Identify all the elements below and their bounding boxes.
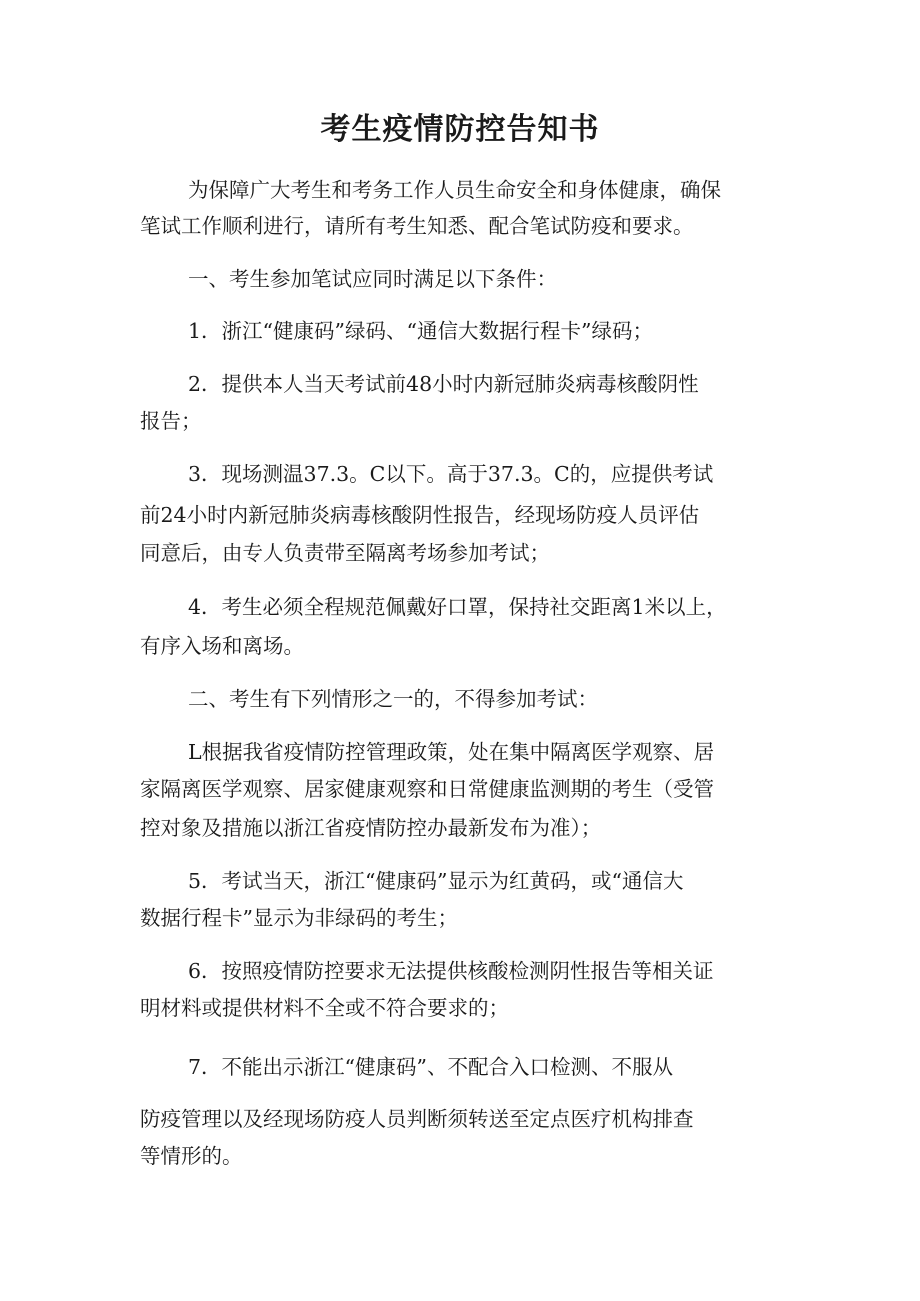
condition-3-line-3: 同意后，由专人负责带至隔离考场参加考试； bbox=[140, 541, 550, 565]
condition-3-line-2: 前24小时内新冠肺炎病毒核酸阴性报告，经现场防疫人员评估 bbox=[140, 503, 700, 527]
exclusion-6-line-1: 6．按照疫情防控要求无法提供核酸检测阴性报告等相关证 bbox=[188, 959, 714, 983]
section-two-heading: 二、考生有下列情形之一的，不得参加考试： bbox=[188, 687, 598, 711]
exclusion-7-line-1: 7．不能出示浙江“健康码”、不配合入口检测、不服从 bbox=[188, 1055, 674, 1079]
exclusion-7-line-3: 等情形的。 bbox=[140, 1144, 243, 1168]
paragraph-intro-line-2: 笔试工作顺利进行，请所有考生知悉、配合笔试防疫和要求。 bbox=[140, 214, 694, 238]
condition-1-line-1: 1．浙江“健康码”绿码、“通信大数据行程卡”绿码； bbox=[188, 319, 653, 343]
exclusion-1-line-1: L根据我省疫情防控管理政策，处在集中隔离医学观察、居 bbox=[188, 740, 715, 764]
condition-3-line-1: 3．现场测温37.3。C以下。高于37.3。C的，应提供考试 bbox=[188, 462, 714, 486]
condition-4-line-1: 4．考生必须全程规范佩戴好口罩，保持社交距离1米以上， bbox=[188, 595, 727, 619]
document-title: 考生疫情防控告知书 bbox=[320, 112, 600, 147]
exclusion-7-line-2: 防疫管理以及经现场防疫人员判断须转送至定点医疗机构排查 bbox=[140, 1107, 694, 1131]
condition-2-line-2: 报告； bbox=[140, 409, 202, 433]
section-one-heading: 一、考生参加笔试应同时满足以下条件： bbox=[188, 267, 557, 291]
condition-4-line-2: 有序入场和离场。 bbox=[140, 634, 304, 658]
condition-2-line-1: 2．提供本人当天考试前48小时内新冠肺炎病毒核酸阴性 bbox=[188, 372, 699, 396]
exclusion-1-line-2: 家隔离医学观察、居家健康观察和日常健康监测期的考生（受管 bbox=[140, 777, 714, 801]
exclusion-6-line-2: 明材料或提供材料不全或不符合要求的； bbox=[140, 996, 509, 1020]
exclusion-1-line-3: 控对象及措施以浙江省疫情防控办最新发布为准）； bbox=[140, 816, 602, 840]
exclusion-5-line-1: 5．考试当天，浙江“健康码”显示为红黄码，或“通信大 bbox=[188, 869, 684, 893]
exclusion-5-line-2: 数据行程卡”显示为非绿码的考生； bbox=[140, 906, 458, 930]
paragraph-intro-line-1: 为保障广大考生和考务工作人员生命安全和身体健康，确保 bbox=[188, 178, 721, 202]
